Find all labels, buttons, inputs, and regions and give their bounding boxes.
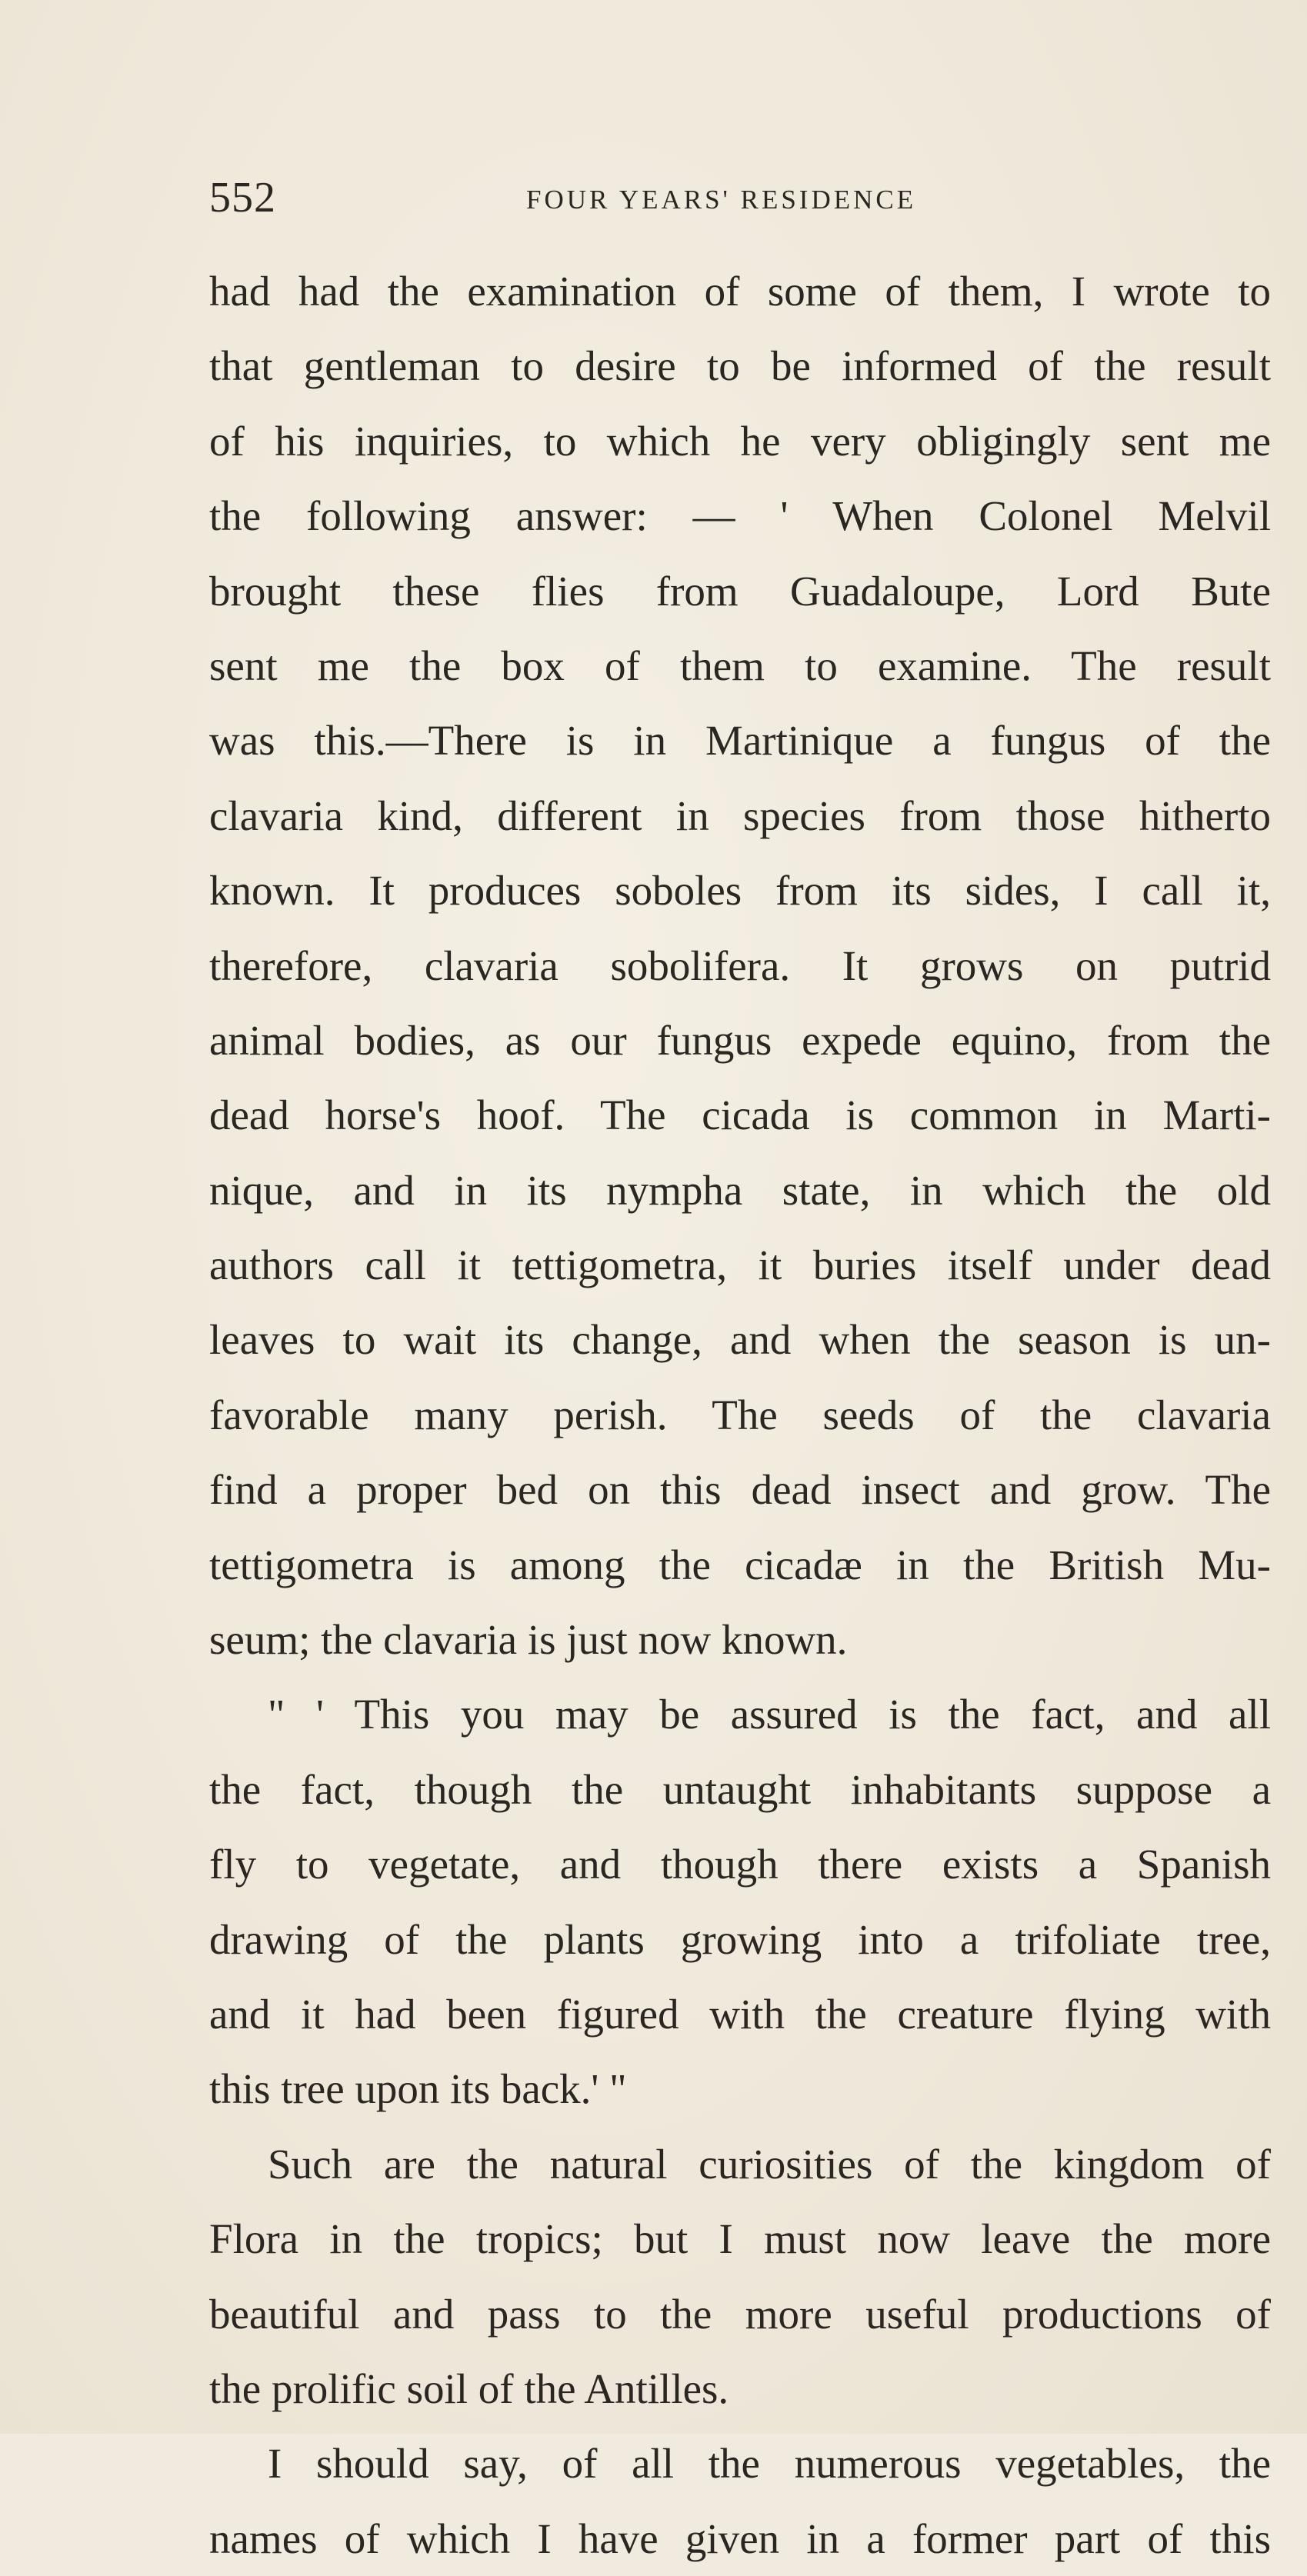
text-line: tettigometra is among the cicadæ in the British Mu- xyxy=(209,1541,1271,1588)
text-line: of his inquiries, to which he very obligingly sent me xyxy=(209,417,1271,465)
text-line: was this.—There is in Martinique a fungus of the xyxy=(209,717,1271,765)
body-text xyxy=(209,254,1271,2576)
text-line: animal bodies, as our fungus expede equino, from the xyxy=(209,1016,1271,1064)
text-line: therefore, clavaria sobolifera. It grows on putrid xyxy=(209,941,1271,989)
text-line: Flora in the tropics; but I must now leave the more xyxy=(209,2215,1271,2263)
text-line: names of which I have given in a former part of this xyxy=(209,2514,1271,2562)
text-line: that gentleman to desire to be informed of the result xyxy=(209,342,1271,390)
text-line: seum; the clavaria is just now known. xyxy=(209,1616,848,1664)
text-line: dead horse's hoof. The cicada is common in Marti- xyxy=(209,1091,1271,1139)
running-head: FOUR YEARS' RESIDENCE xyxy=(526,185,917,215)
text-line: fly to vegetate, and though there exists a Spanish xyxy=(209,1841,1271,1888)
text-line: known. It produces soboles from its sides, I call it, xyxy=(209,867,1271,915)
text-line: the following answer: — ' When Colonel Melvil xyxy=(209,492,1271,540)
text-line: favorable many perish. The seeds of the clavaria xyxy=(209,1391,1271,1438)
text-line: the fact, though the untaught inhabitants suppose a xyxy=(209,1765,1271,1813)
text-line: this tree upon its back.' " xyxy=(209,2065,627,2113)
text-line: find a proper bed on this dead insect and grow. The xyxy=(209,1466,1271,1514)
text-line: Such are the natural curiosities of the kingdom of xyxy=(268,2140,1271,2188)
text-line: leaves to wait its change, and when the season is un- xyxy=(209,1316,1271,1364)
text-line: " ' This you may be assured is the fact, and all xyxy=(268,1691,1271,1738)
page-number: 552 xyxy=(209,174,276,222)
text-line: beautiful and pass to the more useful productions of xyxy=(209,2290,1271,2338)
text-line: had had the examination of some of them, I wrote to xyxy=(209,268,1271,315)
text-line: and it had been figured with the creature flying with xyxy=(209,1990,1271,2038)
page-header xyxy=(209,171,1271,225)
text-line: nique, and in its nympha state, in which the old xyxy=(209,1166,1271,1214)
text-line: drawing of the plants growing into a trifoliate tree, xyxy=(209,1915,1271,1963)
text-line: I should say, of all the numerous vegetables, the xyxy=(268,2440,1271,2488)
text-line: authors call it tettigometra, it buries itself under dead xyxy=(209,1241,1271,1289)
text-line: the prolific soil of the Antilles. xyxy=(209,2364,729,2412)
text-line: brought these flies from Guadaloupe, Lord Bute xyxy=(209,567,1271,615)
text-line: clavaria kind, different in species from those hitherto xyxy=(209,791,1271,839)
text-line: sent me the box of them to examine. The result xyxy=(209,642,1271,689)
